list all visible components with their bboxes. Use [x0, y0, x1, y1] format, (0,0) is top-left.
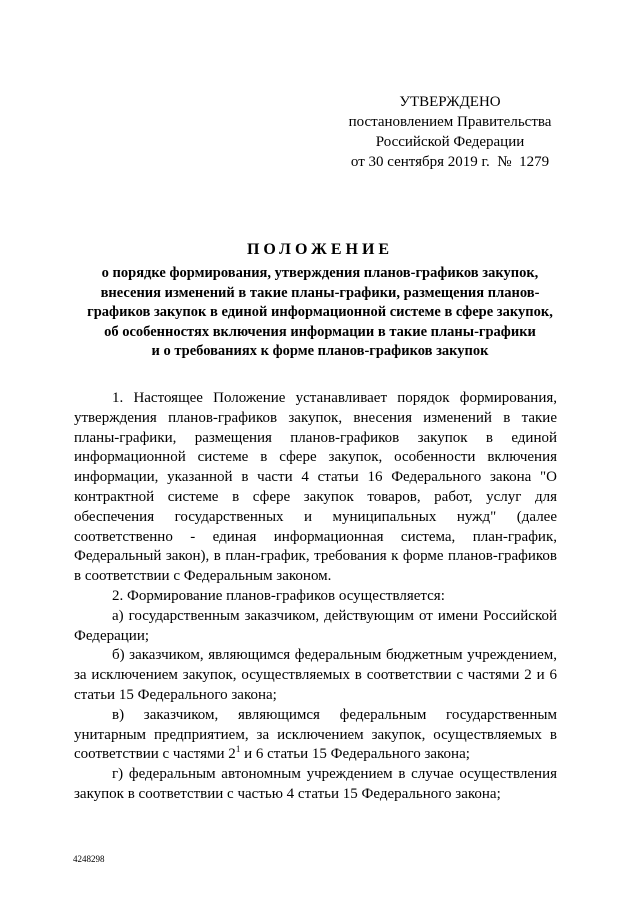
subtitle-line: об особенностях включения информации в такие планы-графики [104, 323, 536, 340]
paragraph-2: 2. Формирование планов-графиков осуществляется: [112, 587, 445, 604]
document-body [74, 389, 557, 805]
subtitle-line: графиков закупок в единой информационной системе в сфере закупок, [87, 304, 553, 320]
subtitle-line: внесения изменений в такие планы-графики, размещения планов- [100, 284, 540, 301]
paragraph-2v [74, 706, 557, 765]
approval-date-number: от 30 сентября 2019 г. № 1279 [350, 154, 550, 170]
paragraph-2b: б) заказчиком, являющимся федеральным бюджетным учреждением, за исключением закупок, осуществляемых в соответствии с частями 2 и 6 статьи 15 Федерального закона; [74, 647, 557, 703]
subtitle-line: о порядке формирования, утверждения планов-графиков закупок, [101, 265, 539, 281]
paragraph-2a: а) государственным заказчиком, действующим от имени Российской Федерации; [74, 607, 557, 644]
document-subtitle [70, 264, 570, 362]
approval-stamp [330, 92, 570, 172]
document-code: 4248298 [73, 854, 105, 864]
paragraph-1: 1. Настоящее Положение устанавливает порядок формирования, утверждения планов-графиков закупок, внесения изменений в такие планы-графики, размещения планов-графиков закупок в единой информационной системе в сфере закупок, особенности включения информации, указанной в части 4 статьи 16 Федерального закона "О контрактной системе в сфере закупок товаров, работ, услуг для обеспечения государственных и муниципальных нужд" (далее соответственно - единая информационная система, план-график, Федеральный закон), в план-график, требования к форме планов-графиков в соответствии с Федеральным законом. [74, 390, 557, 585]
approval-heading: УТВЕРЖДЕНО [399, 94, 501, 110]
approval-decree: постановлением Правительства [348, 114, 552, 130]
subtitle-line: и о требованиях к форме планов-графиков закупок [151, 343, 489, 359]
paragraph-2v-tail: и 6 статьи 15 Федерального закона; [240, 746, 470, 763]
paragraph-2g: г) федеральным автономным учреждением в случае осуществления закупок в соответствии с частью 4 статьи 15 Федерального закона; [74, 766, 557, 802]
approval-government: Российской Федерации [375, 134, 525, 150]
superscript-index: 1 [235, 744, 241, 755]
paragraph-2v-text: в) заказчиком, являющимся федеральным государственным унитарным предприятием, за исключением закупок, осуществляемых в соответствии с частями 2 [74, 706, 557, 763]
document-title: ПОЛОЖЕНИЕ [246, 241, 394, 258]
